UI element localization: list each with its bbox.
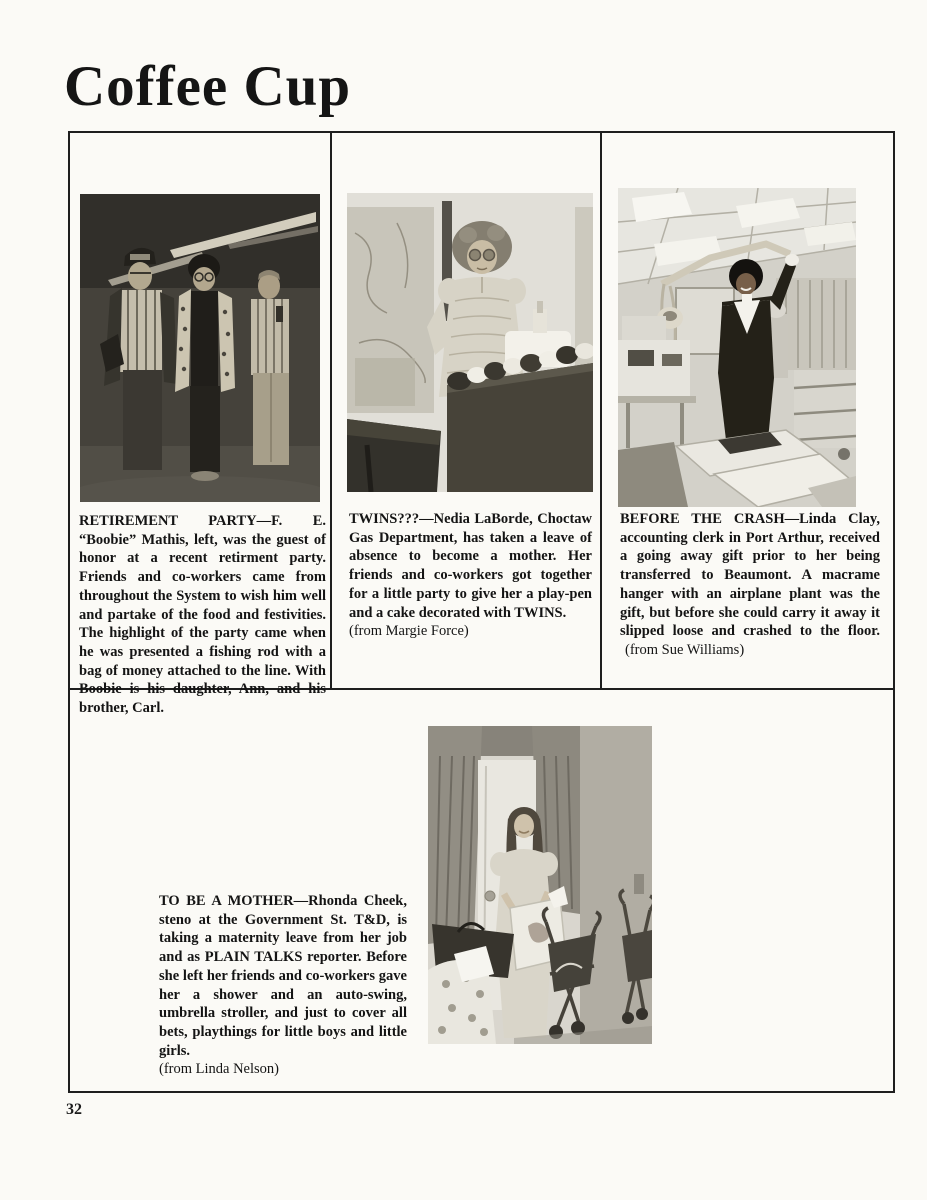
caption-mother-text: TO BE A MOTHER—Rhonda Cheek, steno at the Government St. T&D, is taking a maternity leave from her job and as PLAIN TALKS reporter. Before she left her friends and co-workers gave her a shower and an auto-swing, umbrella stroller, and just to cover all bets, playthings for little boys and little girls.	[159, 893, 407, 1059]
column-divider-1	[330, 133, 332, 688]
column-divider-2	[600, 133, 602, 688]
caption-crash-credit: (from Sue Williams)	[625, 641, 745, 658]
retirement-party-illustration	[80, 194, 320, 502]
page-title: Coffee Cup	[64, 55, 352, 118]
caption-twins	[349, 510, 592, 641]
figure-right-man	[251, 270, 289, 465]
caption-retirement-text: RETIREMENT PARTY—F. E. “Boobie” Mathis, left, was the guest of honor at a recent retirment party. Friends and co-workers came from throughout the System to wish him well and partake of the food and festivities. The highlight of the party came when he was presented a fishing rod with a bag of money attached to the line. With Boobie is his daughter, Ann, and his brother, Carl.	[79, 513, 326, 717]
caption-before-the-crash	[620, 510, 880, 660]
photo-to-be-a-mother	[428, 726, 652, 1044]
caption-twins-text: TWINS???—Nedia LaBorde, Choctaw Gas Department, has taken a leave of absence to become a mother. Her friends and co-workers got together for a little party to give her a play-pen and a cake decorated with TWINS.	[349, 511, 592, 621]
before-the-crash-illustration	[618, 188, 856, 507]
table-corner	[347, 419, 441, 492]
content-box	[68, 131, 895, 1093]
photo-retirement-party	[80, 194, 320, 502]
caption-retirement-party	[79, 512, 326, 718]
caption-mother-credit: (from Linda Nelson)	[159, 1061, 279, 1078]
caption-crash-text: BEFORE THE CRASH—Linda Clay, accounting clerk in Port Arthur, received a going away gift prior to her being transferred to Beaumont. A macrame hanger with an airplane plant was the gift, but before she could carry it away it slipped loose and crashed to the floor.	[620, 511, 880, 640]
to-be-a-mother-illustration	[428, 726, 652, 1044]
caption-twins-credit: (from Margie Force)	[349, 623, 469, 640]
photo-twins-party	[347, 193, 593, 492]
caption-to-be-a-mother	[159, 892, 407, 1079]
page-number: 32	[66, 1101, 82, 1118]
twins-party-illustration	[347, 193, 593, 492]
photo-before-the-crash	[618, 188, 856, 507]
